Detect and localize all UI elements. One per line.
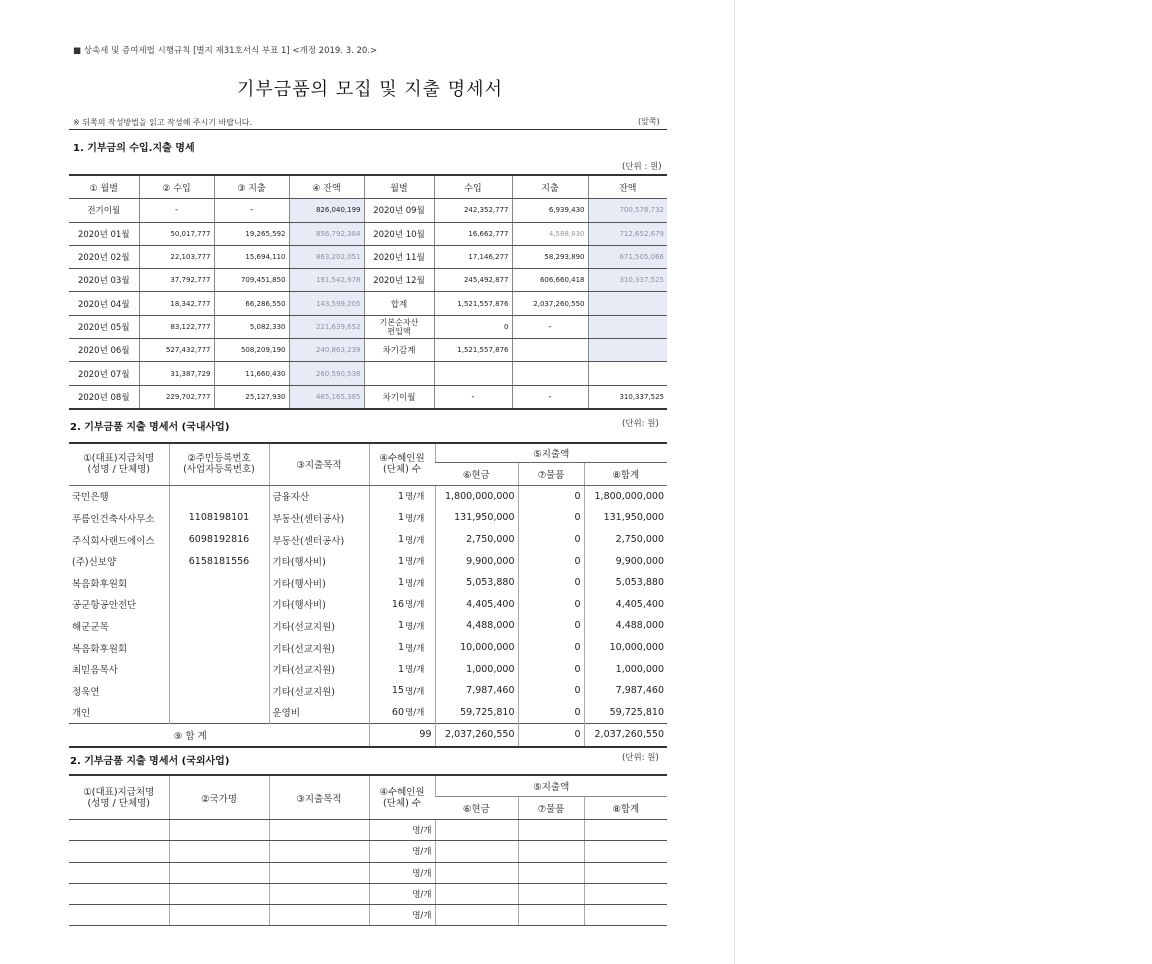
table-row xyxy=(69,615,667,637)
table-row xyxy=(69,594,667,616)
purpose-cell: 기타(행사비) xyxy=(269,594,369,616)
amount-header: ⑤지출액 xyxy=(435,775,667,797)
table-cell: 합계 xyxy=(364,292,434,315)
column-header: ② 수입 xyxy=(139,175,214,199)
regno-cell: 6158181556 xyxy=(169,550,269,572)
table-cell: 11,660,430 xyxy=(214,362,289,385)
empty-cell xyxy=(584,820,667,841)
count-unit-cell: 명/개 xyxy=(405,557,425,568)
count-unit-cell: 명/개 xyxy=(405,621,425,632)
count-unit-cell: 명/개 xyxy=(405,686,425,697)
recipient-cell: 최믿음목사 xyxy=(72,665,118,677)
table-cell: 508,209,190 xyxy=(214,339,289,362)
empty-row xyxy=(69,820,667,841)
table-cell: 527,432,777 xyxy=(139,339,214,362)
table-cell: 2020년 05월 xyxy=(69,315,139,338)
purpose-cell: 기타(선교지원) xyxy=(269,680,369,702)
count-cell: 1 xyxy=(369,529,405,551)
column-header: ① 월별 xyxy=(69,175,139,199)
table-row xyxy=(69,658,667,680)
column-header: ④ 잔액 xyxy=(289,175,364,199)
count-cell: 1 xyxy=(369,615,405,637)
table-cell: 17,146,277 xyxy=(434,245,512,268)
table-cell: 143,599,205 xyxy=(289,292,364,315)
cash-cell: 10,000,000 xyxy=(435,637,518,659)
table-cell: 50,017,777 xyxy=(139,222,214,245)
recipient-header: ①(대표)지급처명 (성명 / 단체명) xyxy=(69,775,169,820)
sum-cell: 1,000,000 xyxy=(584,658,667,680)
count-unit-cell: 명/개 xyxy=(405,513,425,524)
column-header: 월별 xyxy=(364,175,434,199)
empty-cell xyxy=(435,820,518,841)
sum-header: ⑧합계 xyxy=(584,463,667,486)
table-cell: 22,103,777 xyxy=(139,245,214,268)
table-cell: 차기감계 xyxy=(364,339,434,362)
table-cell: 245,492,877 xyxy=(434,269,512,292)
sum-cell: 4,488,000 xyxy=(584,615,667,637)
table-cell xyxy=(588,339,667,362)
table-row xyxy=(69,339,667,362)
table-cell: 15,694,110 xyxy=(214,245,289,268)
goods-cell: 0 xyxy=(518,658,584,680)
total-cash: 2,037,260,550 xyxy=(435,724,518,747)
table-cell: 826,040,199 xyxy=(289,199,364,222)
table-cell: 기본순자산 편입액 xyxy=(364,315,434,338)
empty-cell xyxy=(518,820,584,841)
table-cell: 2020년 12월 xyxy=(364,269,434,292)
table-row xyxy=(69,199,667,222)
empty-cell xyxy=(584,905,667,926)
document-title: 기부금품의 모집 및 지출 명세서 xyxy=(237,79,503,100)
table-cell: 709,451,850 xyxy=(214,269,289,292)
count-cell: 16 xyxy=(369,594,405,616)
beneficiaries-header: ④수혜인원 (단체) 수 xyxy=(369,443,435,485)
table-cell: 1,521,557,876 xyxy=(434,339,512,362)
regno-cell xyxy=(169,637,269,659)
sum-cell: 9,900,000 xyxy=(584,550,667,572)
total-goods: 0 xyxy=(518,724,584,747)
table-cell: 2020년 11월 xyxy=(364,245,434,268)
table-cell: 2020년 08월 xyxy=(69,385,139,409)
cash-cell: 4,405,400 xyxy=(435,594,518,616)
table-row xyxy=(69,385,667,409)
total-count: 99 xyxy=(369,724,435,747)
table-cell: 242,352,777 xyxy=(434,199,512,222)
goods-cell: 0 xyxy=(518,550,584,572)
table-cell: 2020년 06월 xyxy=(69,339,139,362)
regno-cell xyxy=(169,702,269,724)
table-cell: 191,542,978 xyxy=(289,269,364,292)
count-unit-cell: 명/개 xyxy=(369,905,435,926)
regno-header: ②주민등록번호 (사업자등록번호) xyxy=(169,443,269,485)
table-cell: 31,387,729 xyxy=(139,362,214,385)
table-cell: - xyxy=(512,315,588,338)
table-cell: - xyxy=(214,199,289,222)
table-cell: 1,521,557,876 xyxy=(434,292,512,315)
table-row xyxy=(69,362,667,385)
form-header-note: ■ 상속세 및 증여세법 시행규칙 [별지 제31호서식 부표 1] <개정 2019. 3. 20.> xyxy=(73,46,378,56)
empty-cell xyxy=(169,841,269,862)
goods-header: ⑦물품 xyxy=(518,463,584,486)
table-cell: 19,265,592 xyxy=(214,222,289,245)
goods-cell: 0 xyxy=(518,637,584,659)
count-unit-cell: 명/개 xyxy=(405,643,425,654)
count-unit-cell: 명/개 xyxy=(405,665,425,676)
table-row xyxy=(69,702,667,724)
table-row xyxy=(69,292,667,315)
empty-cell xyxy=(269,862,369,883)
cash-cell: 59,725,810 xyxy=(435,702,518,724)
table-row xyxy=(69,550,667,572)
count-unit-cell: 명/개 xyxy=(405,708,425,719)
table-cell: 전기이월 xyxy=(69,199,139,222)
count-unit-cell: 명/개 xyxy=(369,841,435,862)
purpose-cell: 기타(선교지원) xyxy=(269,615,369,637)
goods-cell: 0 xyxy=(518,680,584,702)
country-header: ②국가명 xyxy=(169,775,269,820)
column-header: 수입 xyxy=(434,175,512,199)
empty-cell xyxy=(169,883,269,904)
table-cell: 83,122,777 xyxy=(139,315,214,338)
empty-row xyxy=(69,841,667,862)
empty-cell xyxy=(269,883,369,904)
purpose-header: ③지출목적 xyxy=(269,775,369,820)
sum-cell: 131,950,000 xyxy=(584,507,667,529)
purpose-cell: 금융자산 xyxy=(269,485,369,507)
count-cell: 1 xyxy=(369,550,405,572)
table-row xyxy=(69,680,667,702)
table-cell: 671,505,066 xyxy=(588,245,667,268)
table-cell: 310,337,525 xyxy=(588,269,667,292)
sum-cell: 10,000,000 xyxy=(584,637,667,659)
table-cell: 856,792,384 xyxy=(289,222,364,245)
table-row xyxy=(69,485,667,507)
purpose-cell: 기타(선교지원) xyxy=(269,637,369,659)
recipient-cell: 푸름인건축사사무소 xyxy=(72,513,155,525)
purpose-cell: 부동산(센터공사) xyxy=(269,507,369,529)
column-header: 지출 xyxy=(512,175,588,199)
table-cell: - xyxy=(139,199,214,222)
table-cell: 2,037,260,550 xyxy=(512,292,588,315)
sum-cell: 59,725,810 xyxy=(584,702,667,724)
table-cell: 229,702,777 xyxy=(139,385,214,409)
table-header-row xyxy=(69,175,667,199)
income-expense-table xyxy=(69,174,667,410)
table-row xyxy=(69,572,667,594)
table-cell: 5,082,330 xyxy=(214,315,289,338)
section2-title: 2. 기부금품 지출 명세서 (국내사업) xyxy=(70,422,230,433)
table-cell: 2020년 09월 xyxy=(364,199,434,222)
cash-cell: 5,053,880 xyxy=(435,572,518,594)
table-cell: 37,792,777 xyxy=(139,269,214,292)
empty-cell xyxy=(584,841,667,862)
table-cell xyxy=(434,362,512,385)
recipient-cell: (주)신보양 xyxy=(72,557,117,569)
recipient-cell: 주식회사랜드에이스 xyxy=(72,535,155,547)
empty-cell xyxy=(69,820,169,841)
table-cell xyxy=(512,339,588,362)
table-cell: 18,342,777 xyxy=(139,292,214,315)
table-row xyxy=(69,222,667,245)
empty-cell xyxy=(269,841,369,862)
table-cell: 2020년 02월 xyxy=(69,245,139,268)
cash-cell: 1,800,000,000 xyxy=(435,485,518,507)
regno-cell xyxy=(169,680,269,702)
empty-cell xyxy=(69,841,169,862)
goods-cell: 0 xyxy=(518,507,584,529)
goods-cell: 0 xyxy=(518,485,584,507)
goods-cell: 0 xyxy=(518,529,584,551)
purpose-header: ③지출목적 xyxy=(269,443,369,485)
table-cell: 66,286,550 xyxy=(214,292,289,315)
regno-cell: 6098192816 xyxy=(169,529,269,551)
table-cell: 606,660,418 xyxy=(512,269,588,292)
table-cell: 310,337,525 xyxy=(588,385,667,409)
table-cell xyxy=(364,362,434,385)
table-cell: 240,863,239 xyxy=(289,339,364,362)
table-cell: 2020년 10월 xyxy=(364,222,434,245)
divider xyxy=(69,129,667,130)
count-unit-cell: 명/개 xyxy=(369,883,435,904)
table-cell: 221,639,652 xyxy=(289,315,364,338)
count-cell: 15 xyxy=(369,680,405,702)
empty-cell xyxy=(169,905,269,926)
goods-cell: 0 xyxy=(518,572,584,594)
empty-cell xyxy=(169,862,269,883)
empty-cell xyxy=(518,883,584,904)
table-cell: 차기이월 xyxy=(364,385,434,409)
regno-cell xyxy=(169,572,269,594)
regno-cell: 1108198101 xyxy=(169,507,269,529)
table-cell: 260,590,538 xyxy=(289,362,364,385)
empty-cell xyxy=(518,841,584,862)
instruction-note: ※ 뒤쪽의 작성방법을 읽고 작성해 주시기 바랍니다. xyxy=(73,118,253,127)
table-cell: - xyxy=(512,385,588,409)
count-cell: 1 xyxy=(369,507,405,529)
goods-cell: 0 xyxy=(518,702,584,724)
sum-cell: 2,750,000 xyxy=(584,529,667,551)
table-cell: 2020년 03월 xyxy=(69,269,139,292)
purpose-cell: 기타(선교지원) xyxy=(269,658,369,680)
goods-cell: 0 xyxy=(518,615,584,637)
amount-header: ⑤지출액 xyxy=(435,443,667,463)
recipient-cell: 복음화후원회 xyxy=(72,643,128,655)
purpose-cell: 운영비 xyxy=(269,702,369,724)
regno-cell xyxy=(169,485,269,507)
sum-cell: 7,987,460 xyxy=(584,680,667,702)
column-header: ③ 지출 xyxy=(214,175,289,199)
regno-cell xyxy=(169,594,269,616)
recipient-header: ①(대표)지급처명 (성명 / 단체명) xyxy=(69,443,169,485)
purpose-cell: 기타(행사비) xyxy=(269,550,369,572)
table-cell: - xyxy=(434,385,512,409)
recipient-cell: 국민은행 xyxy=(72,492,109,504)
total-label: ⑨ 합 계 xyxy=(69,724,369,747)
table-cell xyxy=(588,362,667,385)
total-row xyxy=(69,724,667,747)
regno-cell xyxy=(169,615,269,637)
empty-cell xyxy=(269,820,369,841)
section1-title: 1. 기부금의 수입.지출 명세 xyxy=(73,143,195,154)
count-unit-cell: 명/개 xyxy=(405,535,425,546)
empty-cell xyxy=(435,841,518,862)
count-unit-cell: 명/개 xyxy=(405,492,425,503)
recipient-cell: 정욱연 xyxy=(72,686,100,698)
empty-row xyxy=(69,905,667,926)
regno-cell xyxy=(169,658,269,680)
empty-cell xyxy=(69,905,169,926)
cash-cell: 2,750,000 xyxy=(435,529,518,551)
table-row xyxy=(69,507,667,529)
empty-cell xyxy=(584,862,667,883)
sum-cell: 5,053,880 xyxy=(584,572,667,594)
cash-cell: 7,987,460 xyxy=(435,680,518,702)
table-cell: 700,578,732 xyxy=(588,199,667,222)
empty-row xyxy=(69,862,667,883)
cash-cell: 9,900,000 xyxy=(435,550,518,572)
empty-cell xyxy=(435,862,518,883)
table-cell: 25,127,930 xyxy=(214,385,289,409)
page-side-label: (앞쪽) xyxy=(638,117,660,126)
table-cell: 16,662,777 xyxy=(434,222,512,245)
recipient-cell: 해군군목 xyxy=(72,621,109,633)
empty-cell xyxy=(518,862,584,883)
table-cell: 58,293,890 xyxy=(512,245,588,268)
overseas-expense-table xyxy=(69,774,667,926)
table-cell: 2020년 07월 xyxy=(69,362,139,385)
empty-cell xyxy=(269,905,369,926)
table-row xyxy=(69,315,667,338)
count-cell: 1 xyxy=(369,572,405,594)
cash-header: ⑥현금 xyxy=(435,797,518,820)
goods-header: ⑦물품 xyxy=(518,797,584,820)
table-cell: 2020년 01월 xyxy=(69,222,139,245)
column-header: 잔액 xyxy=(588,175,667,199)
table-row xyxy=(69,529,667,551)
table-cell: 6,939,430 xyxy=(512,199,588,222)
empty-cell xyxy=(435,883,518,904)
table-row xyxy=(69,269,667,292)
empty-cell xyxy=(584,883,667,904)
beneficiaries-header: ④수혜인원 (단체) 수 xyxy=(369,775,435,820)
purpose-cell: 기타(행사비) xyxy=(269,572,369,594)
table-cell: 712,652,679 xyxy=(588,222,667,245)
empty-cell xyxy=(69,862,169,883)
recipient-cell: 복음화후원회 xyxy=(72,578,128,590)
count-unit-cell: 명/개 xyxy=(369,862,435,883)
table-cell xyxy=(588,292,667,315)
section1-unit: (단위 : 원) xyxy=(622,162,662,172)
recipient-cell: 공군항공안전단 xyxy=(72,600,137,612)
empty-cell xyxy=(435,905,518,926)
section3-unit: (단위: 원) xyxy=(622,753,659,763)
domestic-expense-table xyxy=(69,442,667,748)
sum-cell: 4,405,400 xyxy=(584,594,667,616)
empty-cell xyxy=(169,820,269,841)
count-unit-cell: 명/개 xyxy=(369,820,435,841)
table-cell: 2020년 04월 xyxy=(69,292,139,315)
sum-header: ⑧합계 xyxy=(584,797,667,820)
recipient-cell: 개인 xyxy=(72,708,91,720)
count-cell: 1 xyxy=(369,485,405,507)
empty-cell xyxy=(69,883,169,904)
table-row xyxy=(69,637,667,659)
total-sum: 2,037,260,550 xyxy=(584,724,667,747)
table-cell: 863,202,051 xyxy=(289,245,364,268)
goods-cell: 0 xyxy=(518,594,584,616)
empty-row xyxy=(69,883,667,904)
cash-header: ⑥현금 xyxy=(435,463,518,486)
purpose-cell: 부동산(센터공사) xyxy=(269,529,369,551)
table-row xyxy=(69,245,667,268)
count-cell: 1 xyxy=(369,637,405,659)
count-unit-cell: 명/개 xyxy=(405,600,425,611)
section2-unit: (단위: 원) xyxy=(622,419,659,429)
count-cell: 60 xyxy=(369,702,405,724)
table-cell: 465,165,385 xyxy=(289,385,364,409)
cash-cell: 131,950,000 xyxy=(435,507,518,529)
count-cell: 1 xyxy=(369,658,405,680)
count-unit-cell: 명/개 xyxy=(405,578,425,589)
table-cell xyxy=(512,362,588,385)
table-cell: 0 xyxy=(434,315,512,338)
table-cell xyxy=(588,315,667,338)
empty-cell xyxy=(518,905,584,926)
section3-title: 2. 기부금품 지출 명세서 (국외사업) xyxy=(70,756,230,767)
sum-cell: 1,800,000,000 xyxy=(584,485,667,507)
cash-cell: 4,488,000 xyxy=(435,615,518,637)
cash-cell: 1,000,000 xyxy=(435,658,518,680)
table-cell: 4,588,830 xyxy=(512,222,588,245)
